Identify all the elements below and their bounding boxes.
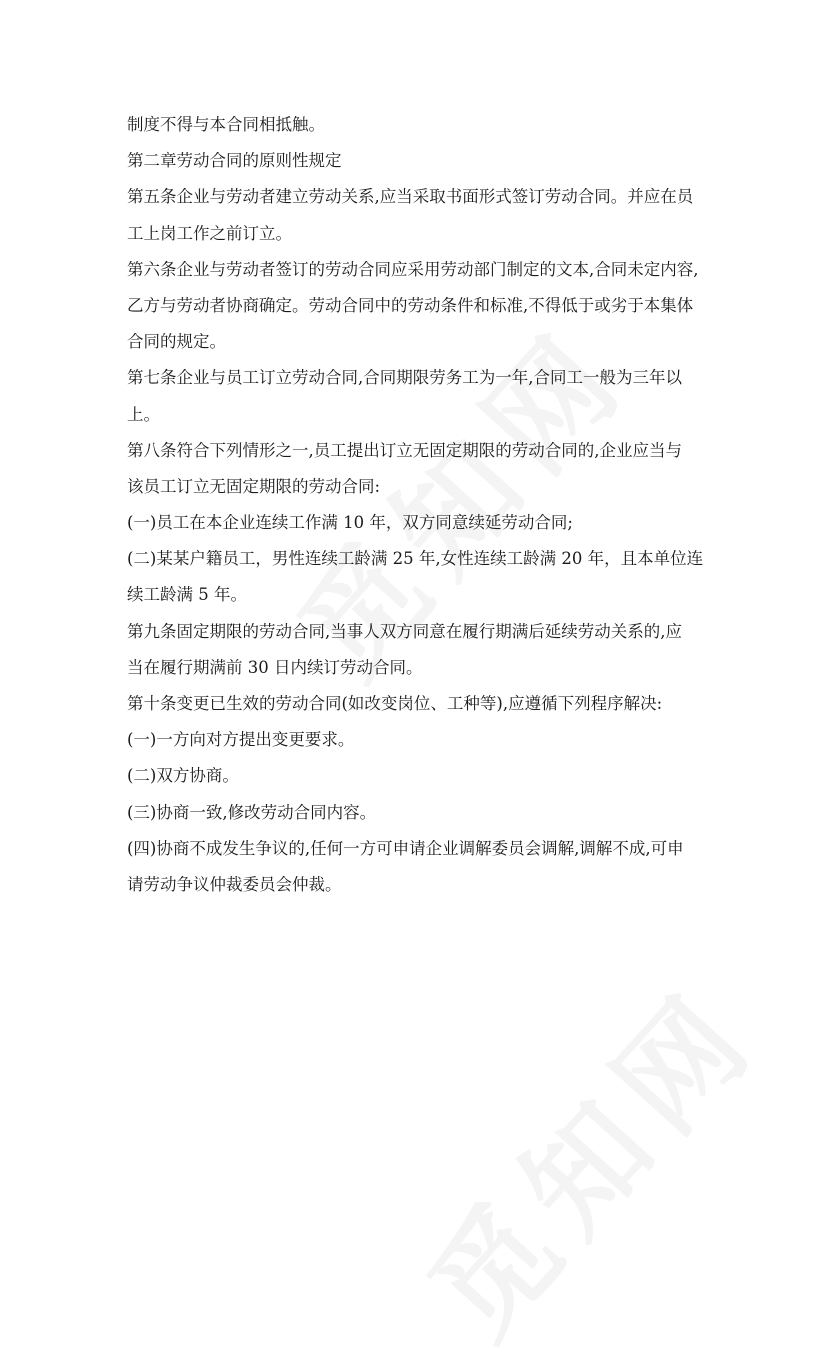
text-line: 续工龄满 5 年。 (127, 585, 247, 605)
text-line: (二)双方协商。 (127, 766, 239, 786)
text-line: 乙方与劳动者协商确定。劳动合同中的劳动条件和标准,不得低于或劣于本集体 (127, 295, 694, 315)
text-line: 第十条变更已生效的劳动合同(如改变岗位、工种等),应遵循下列程序解决: (127, 694, 663, 713)
text-line: 第六条企业与劳动者签订的劳动合同应采用劳动部门制定的文本,合同未定内容, (127, 259, 699, 279)
text-line: 第九条固定期限的劳动合同,当事人双方同意在履行期满后延续劳动关系的,应 (127, 621, 682, 641)
text-line: (三)协商一致,修改劳动合同内容。 (127, 802, 377, 822)
text-line: 第七条企业与员工订立劳动合同,合同期限劳务工为一年,合同工一般为三年以 (127, 368, 682, 388)
text-line: 该员工订立无固定期限的劳动合同: (127, 476, 381, 496)
text-line: 第八条符合下列情形之一,员工提出订立无固定期限的劳动合同的,企业应当与 (127, 440, 682, 460)
text-line: (一)一方向对方提出变更要求。 (127, 730, 355, 750)
document-body (127, 107, 727, 903)
text-line: (一)员工在本企业连续工作满 10 年，双方同意续延劳动合同; (127, 513, 573, 533)
text-line: 上。 (127, 404, 160, 424)
text-line: 请劳动争议仲裁委员会仲裁。 (127, 874, 342, 894)
chapter-heading: 第二章劳动合同的原则性规定 (127, 151, 342, 171)
text-line: 当在履行期满前 30 日内续订劳动合同。 (127, 657, 423, 677)
text-line: 第五条企业与劳动者建立劳动关系,应当采取书面形式签订劳动合同。并应在员 (127, 187, 694, 207)
watermark (385, 945, 790, 1367)
text-line: 工上岗工作之前订立。 (127, 223, 292, 243)
text-line: 制度不得与本合同相抵触。 (127, 115, 325, 134)
text-line: (二)某某户籍员工，男性连续工龄满 25 年,女性连续工龄满 20 年，且本单位连 (127, 549, 704, 569)
text-line: 合同的规定。 (127, 332, 226, 352)
text-line: (四)协商不成发生争议的,任何一方可申请企业调解委员会调解,调解不成,可申 (127, 838, 684, 858)
